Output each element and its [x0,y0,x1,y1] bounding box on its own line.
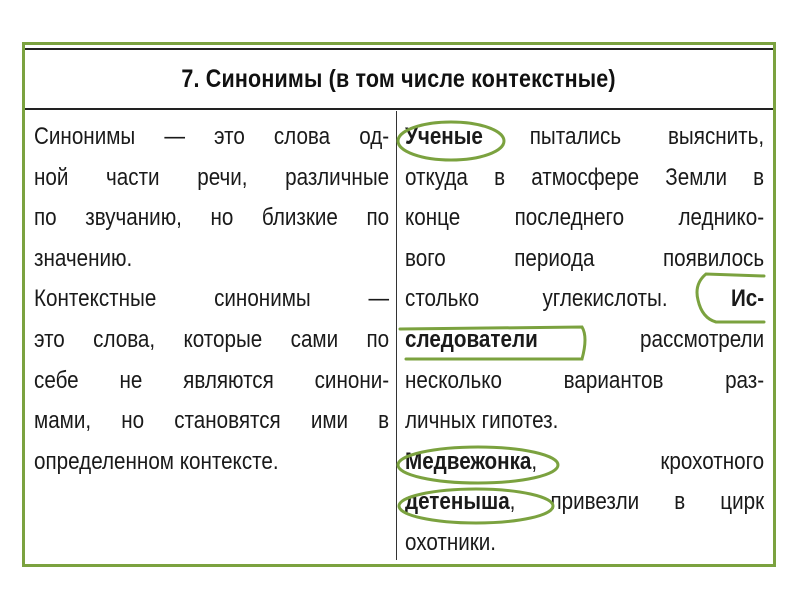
highlighted-word-issledovateli-part2: следователи [405,325,538,353]
definition-line: значению. [34,244,133,272]
example-line: столько углекислоты. Ис- [405,285,765,313]
definition-line: Синонимы — это слова од- [34,123,390,150]
definition-line: это слова, которые сами по [34,325,390,353]
example-line: детеныша, привезли в цирк [405,488,765,516]
example-line: личных гипотез. [405,407,559,435]
example-column [405,117,765,564]
highlighted-word-medvezhonka: Медвежонка [405,447,532,475]
example-line: Медвежонка, крохотного [405,447,765,475]
example-line: вого периода появилось [405,244,765,272]
example-line: Ученые пытались выяснить, [405,123,765,150]
column-divider [396,111,397,560]
highlighted-word-detenysha: детеныша [405,488,510,516]
table-title: 7. Синонимы (в том числе контекстные) [181,64,617,93]
definition-line: по звучанию, но близкие по [34,204,390,232]
example-line: конце последнего леднико- [405,204,765,232]
example-line: несколько вариантов раз- [405,366,765,394]
definition-line: Контекстные синонимы — [34,285,390,313]
definition-column [34,117,390,482]
table-header [25,50,773,110]
highlighted-word-uchenye: Ученые [405,123,483,150]
slide-frame [22,42,776,567]
definition-line: ной части речи, различные [34,163,390,191]
definition-line: определенном контексте. [34,447,279,475]
definition-line: себе не являются синони- [34,366,390,394]
highlighted-word-issledovateli-part1: Ис- [730,285,765,313]
example-line: охотники. [405,528,497,556]
example-line: следователи рассмотрели [405,325,765,353]
example-line: откуда в атмосфере Земли в [405,163,765,191]
definition-line: мами, но становятся ими в [34,407,390,435]
